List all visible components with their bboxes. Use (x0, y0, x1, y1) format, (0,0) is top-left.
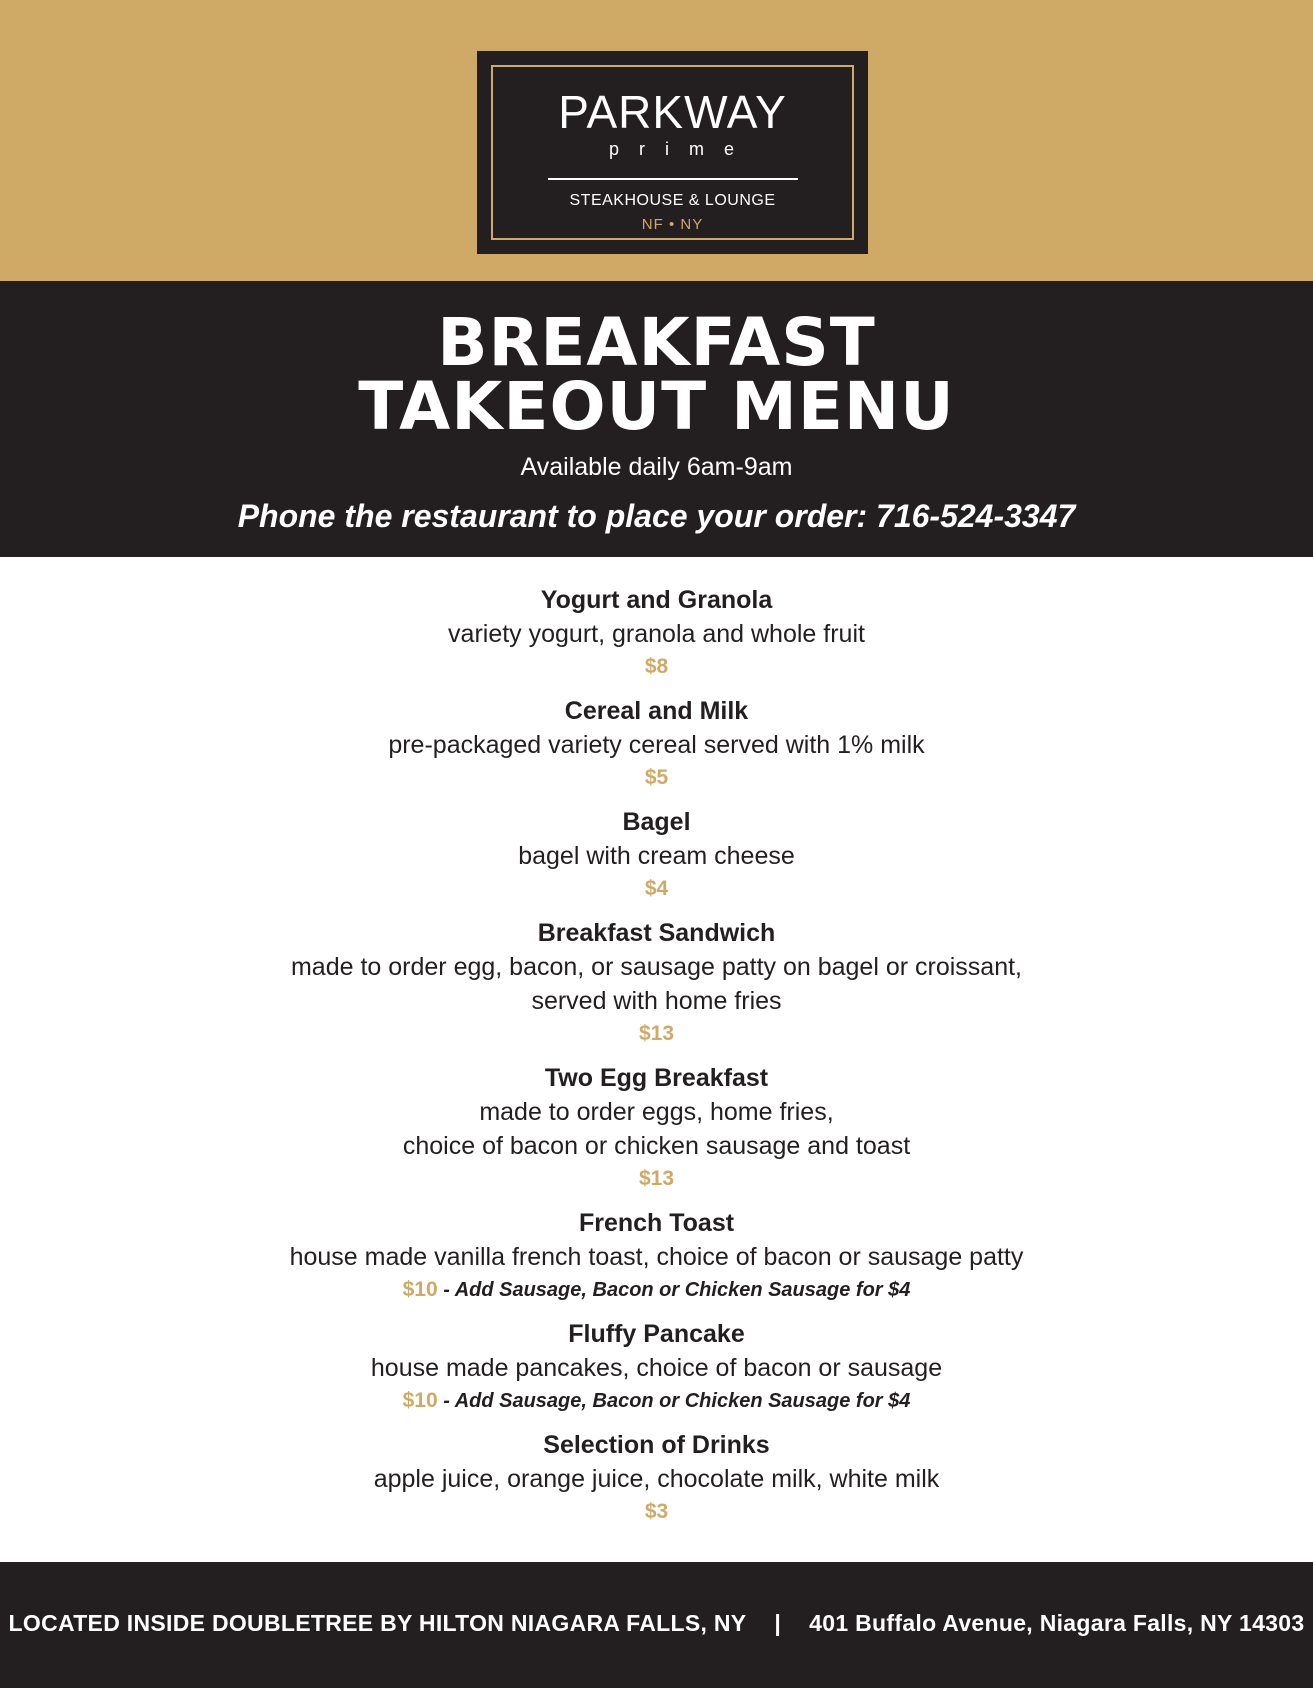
menu-item-price-line (0, 1385, 1313, 1417)
page-title-line-2: TAKEOUT MENU (358, 368, 955, 445)
menu-item-addon: - Add Sausage, Bacon or Chicken Sausage for $4 (437, 1279, 911, 1301)
menu-item-price: $8 (644, 655, 669, 678)
menu-item-description: apple juice, orange juice, chocolate milk, white milk (373, 1465, 940, 1493)
menu-item-price-line (0, 1274, 1313, 1306)
footer-address-line (0, 1610, 1313, 1637)
menu-item-description: made to order egg, bacon, or sausage patty on bagel or croissant, (290, 953, 1022, 981)
menu-item-description-2: choice of bacon or chicken sausage and toast (402, 1132, 911, 1160)
menu-item (0, 1206, 1313, 1306)
menu-item (0, 1317, 1313, 1417)
menu-item-price-line (0, 1018, 1313, 1050)
header-band (0, 0, 1313, 281)
menu-item (0, 1061, 1313, 1195)
menu-item-price-line (0, 762, 1313, 794)
logo-divider (548, 178, 798, 180)
availability-text: Available daily 6am-9am (520, 453, 793, 481)
logo-location: NF • NY (641, 215, 704, 233)
menu-item-price: $13 (638, 1022, 675, 1045)
footer-separator: | (774, 1610, 782, 1636)
menu-item-description: variety yogurt, granola and whole fruit (448, 620, 865, 648)
menu-item-price: $4 (644, 877, 669, 900)
menu-item-addon: - Add Sausage, Bacon or Chicken Sausage for $4 (437, 1390, 911, 1412)
menu-item-price: $13 (638, 1167, 675, 1190)
menu-item-name: Yogurt and Granola (540, 586, 773, 614)
menu-item-name: Cereal and Milk (564, 697, 749, 725)
menu-item-price: $10 (402, 1389, 438, 1412)
menu-item-name: Breakfast Sandwich (537, 919, 776, 947)
footer-band (0, 1562, 1313, 1688)
title-band (0, 281, 1313, 557)
menu-item-price: $5 (644, 766, 669, 789)
menu-list (0, 583, 1313, 1539)
menu-item-name: Bagel (622, 808, 691, 836)
menu-item-name: Fluffy Pancake (568, 1320, 745, 1348)
menu-item-description: made to order eggs, home fries, (479, 1098, 834, 1126)
logo-tagline: STEAKHOUSE & LOUNGE (569, 191, 776, 209)
logo-subname: prime (608, 139, 754, 159)
menu-item (0, 583, 1313, 683)
menu-item-description: pre-packaged variety cereal served with 1% milk (388, 731, 925, 759)
restaurant-logo (477, 51, 868, 254)
menu-item-name: Selection of Drinks (543, 1431, 770, 1459)
menu-item-price-line (0, 1496, 1313, 1528)
menu-item-price-line (0, 651, 1313, 683)
footer-location: LOCATED INSIDE DOUBLETREE BY HILTON NIAGARA FALLS, NY (8, 1610, 747, 1636)
page-title-line-1: BREAKFAST (437, 304, 876, 381)
menu-item (0, 916, 1313, 1050)
menu-item-description: bagel with cream cheese (518, 842, 795, 870)
footer-address: 401 Buffalo Avenue, Niagara Falls, NY 14303 (809, 1610, 1305, 1636)
menu-item (0, 694, 1313, 794)
menu-item-description-2: served with home fries (531, 987, 782, 1015)
menu-item-price-line (0, 873, 1313, 905)
menu-item-description: house made pancakes, choice of bacon or sausage (370, 1354, 943, 1382)
phone-order-text: Phone the restaurant to place your order: 716-524-3347 (237, 498, 1076, 534)
menu-item-description: house made vanilla french toast, choice of bacon or sausage patty (289, 1243, 1024, 1271)
logo-frame (491, 65, 854, 240)
menu-item-name: French Toast (578, 1209, 735, 1237)
menu-item (0, 805, 1313, 905)
menu-item-price: $3 (644, 1500, 669, 1523)
menu-item (0, 1428, 1313, 1528)
menu-item-name: Two Egg Breakfast (544, 1064, 769, 1092)
logo-name: PARKWAY (558, 86, 787, 138)
menu-item-price-line (0, 1163, 1313, 1195)
menu-item-price: $10 (402, 1278, 438, 1301)
